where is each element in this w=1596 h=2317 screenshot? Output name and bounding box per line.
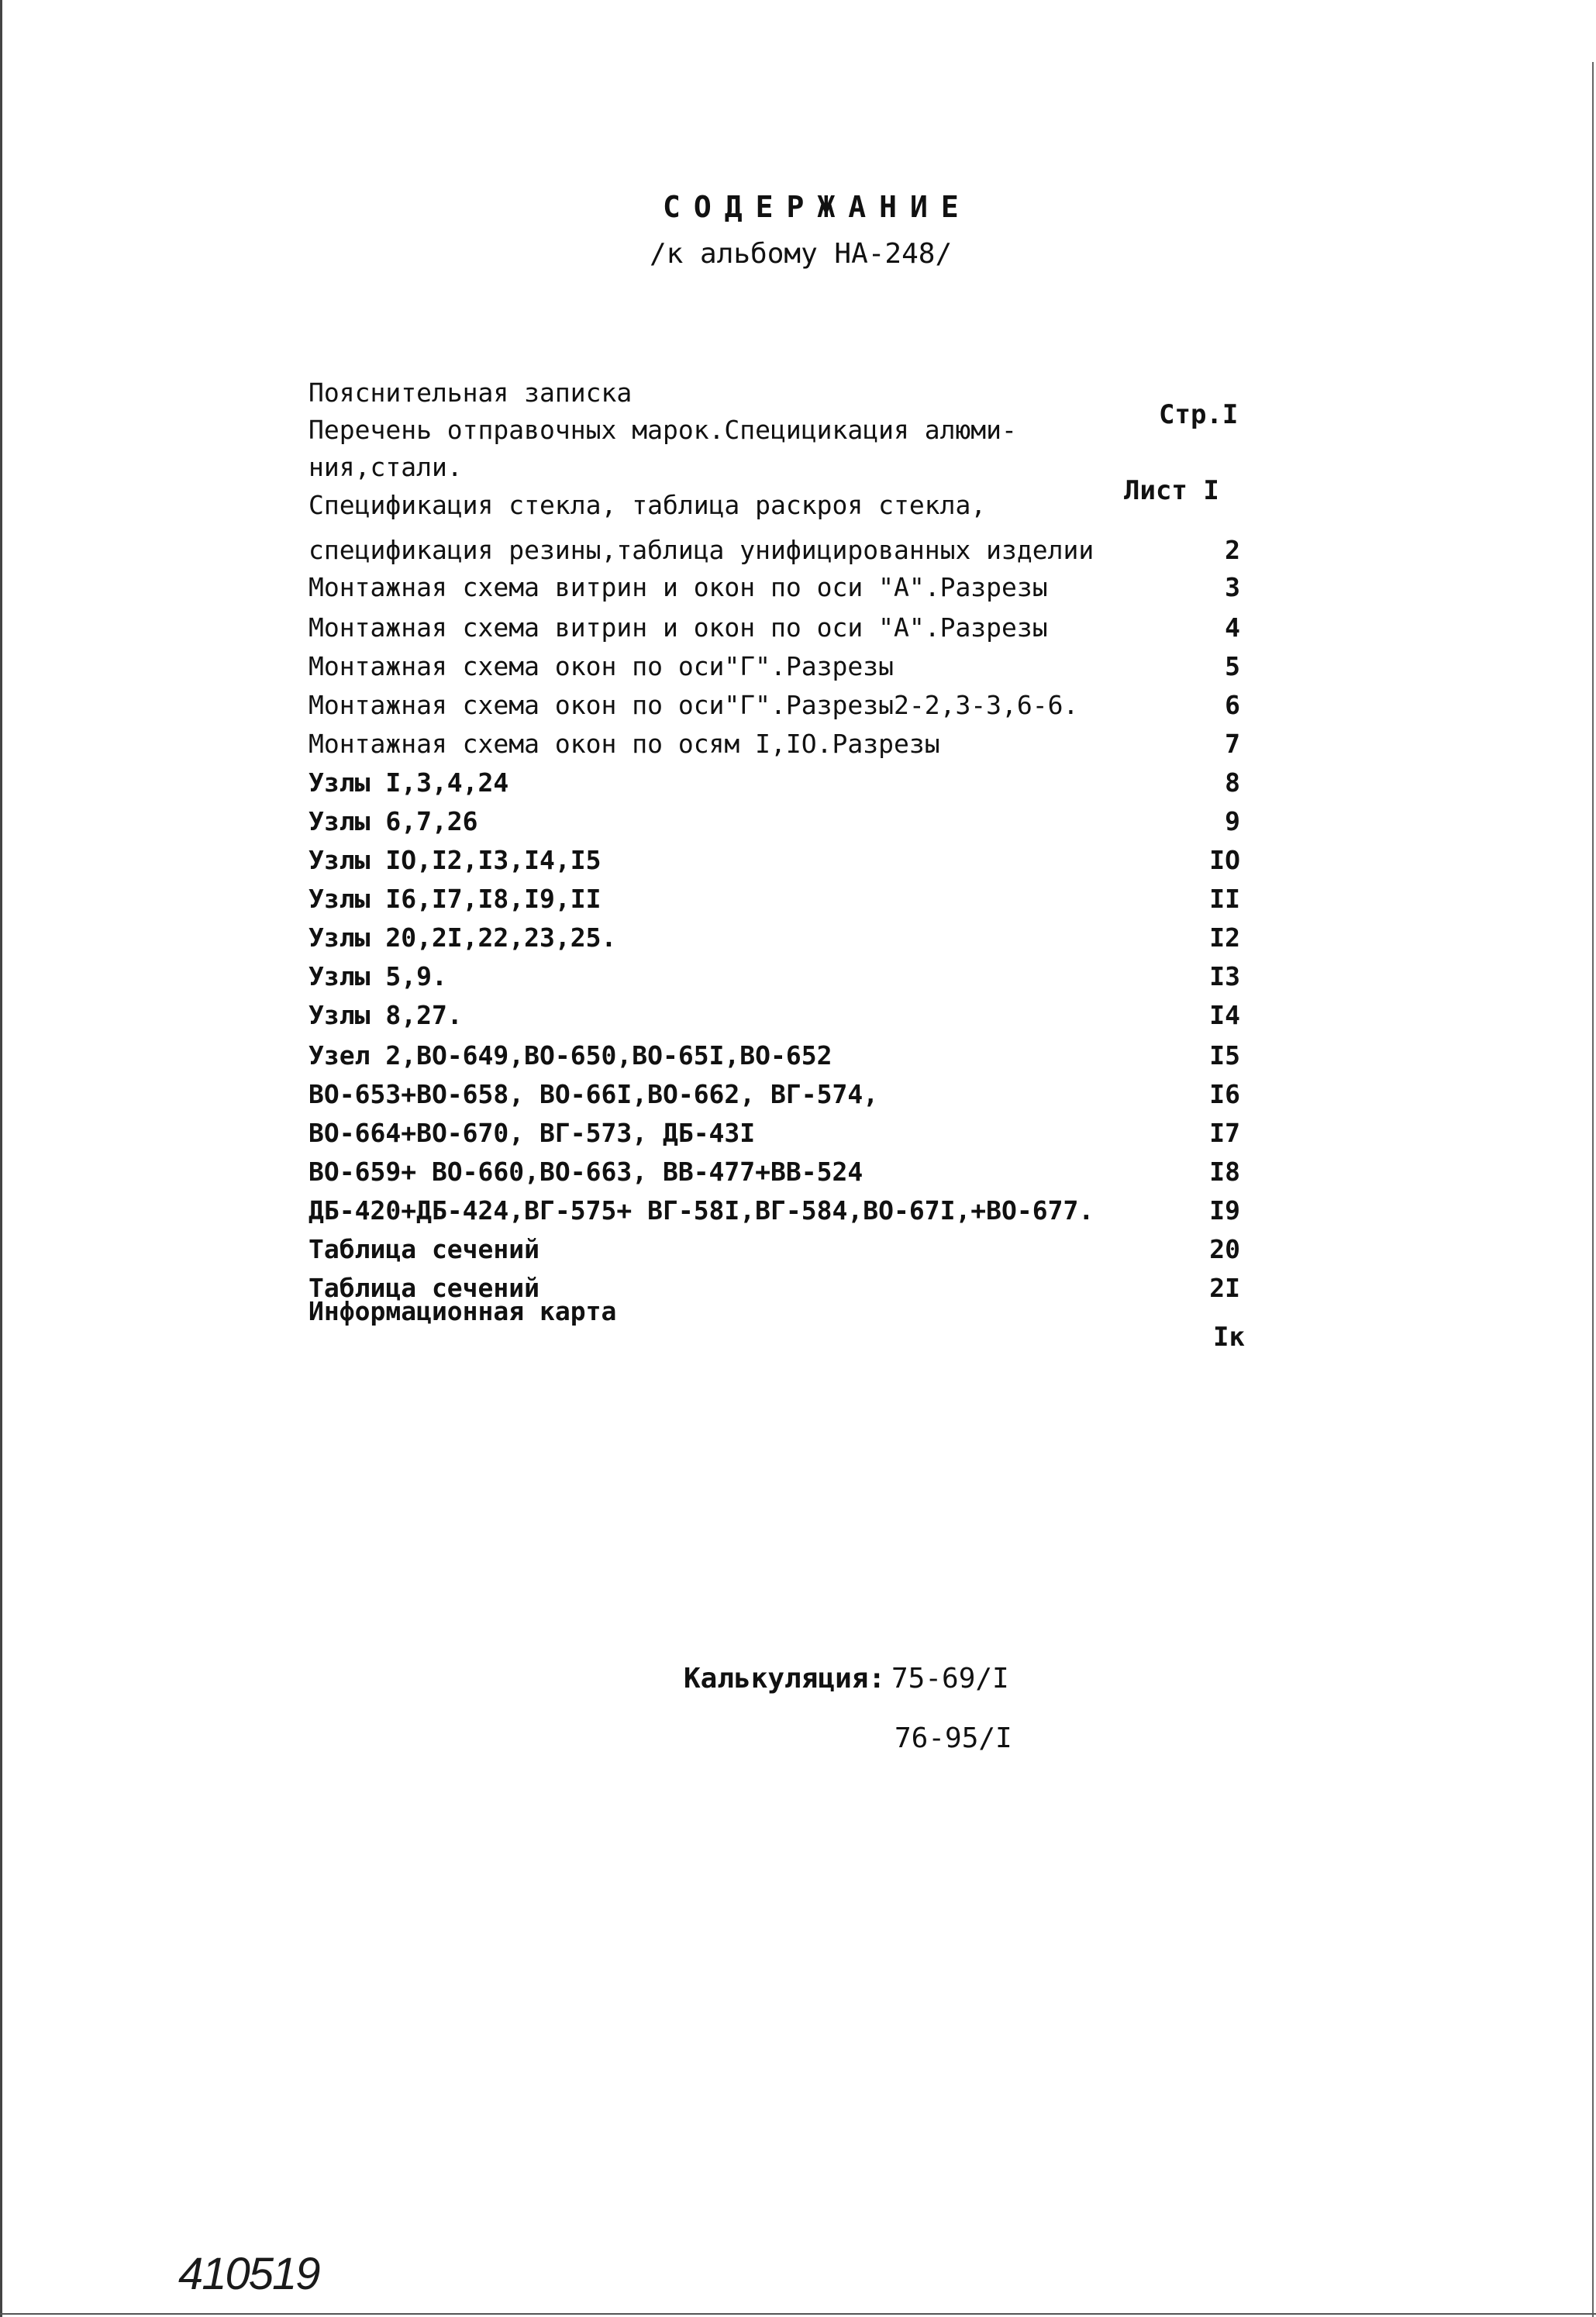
toc-row xyxy=(0,452,1596,489)
toc-row xyxy=(0,378,1596,415)
toc-row xyxy=(0,415,1596,452)
toc-row xyxy=(0,612,1596,650)
toc-entry-page: 6 xyxy=(1225,690,1240,720)
document-subtitle: /к альбому НА-248/ xyxy=(650,238,953,270)
toc-entry-text: Монтажная схема витрин и окон по оси "А".Разрезы xyxy=(309,612,1048,643)
toc-row xyxy=(0,767,1596,805)
toc-entry-page: IO xyxy=(1209,845,1240,875)
calculation-value-1: 75-69/I xyxy=(891,1663,1009,1695)
toc-entry-text: Спецификация стекла, таблица раскроя стекла, xyxy=(309,490,987,520)
toc-row xyxy=(0,1296,1596,1333)
toc-entry-text: Информационная карта xyxy=(309,1296,617,1326)
toc-entry-text: спецификация резины,таблица унифицированных изделии xyxy=(309,535,1094,565)
toc-row xyxy=(0,1040,1596,1077)
toc-entry-page: 7 xyxy=(1225,729,1240,759)
toc-row xyxy=(0,490,1596,527)
toc-entry-text: Узлы 20,2I,22,23,25. xyxy=(309,922,617,953)
toc-entry-page: II xyxy=(1209,884,1240,914)
toc-entry-page: I3 xyxy=(1209,961,1240,991)
toc-entry-text: ДБ-420+ДБ-424,ВГ-575+ ВГ-58I,ВГ-584,ВО-67I,+ВО-677. xyxy=(309,1195,1094,1226)
toc-row xyxy=(0,1157,1596,1194)
toc-row xyxy=(0,1079,1596,1116)
toc-entry-page: 9 xyxy=(1225,806,1240,836)
toc-row xyxy=(0,729,1596,766)
toc-entry-page: 2 xyxy=(1225,535,1240,565)
toc-entry-text: Узлы 8,27. xyxy=(309,1000,463,1030)
toc-entry-page: 8 xyxy=(1225,767,1240,798)
calculation-label: Калькуляция: xyxy=(684,1663,886,1695)
toc-entry-page: I6 xyxy=(1209,1079,1240,1109)
toc-entry-page: I8 xyxy=(1209,1157,1240,1187)
toc-entry-text: ВО-664+ВО-670, ВГ-573, ДБ-43I xyxy=(309,1118,756,1148)
toc-entry-text: Узлы I,3,4,24 xyxy=(309,767,509,798)
toc-entry-text: Монтажная схема окон по осям I,IO.Разрезы xyxy=(309,729,940,759)
toc-entry-text: Монтажная схема окон по оси"Г".Разрезы xyxy=(309,651,894,681)
toc-entry-page: 5 xyxy=(1225,651,1240,681)
toc-entry-text: ВО-653+ВО-658, ВО-66I,ВО-662, ВГ-574, xyxy=(309,1079,879,1109)
toc-entry-text: ВО-659+ ВО-660,ВО-663, ВВ-477+ВВ-524 xyxy=(309,1157,863,1187)
toc-row xyxy=(0,806,1596,843)
toc-entry-text: ния,стали. xyxy=(309,452,463,482)
toc-entry-page: I7 xyxy=(1209,1118,1240,1148)
toc-row xyxy=(0,961,1596,998)
toc-entry-text: Узлы I6,I7,I8,I9,II xyxy=(309,884,602,914)
toc-entry-page: I5 xyxy=(1209,1040,1240,1071)
toc-entry-page: I9 xyxy=(1209,1195,1240,1226)
toc-entry-text: Пояснительная записка xyxy=(309,378,633,408)
toc-row xyxy=(0,690,1596,727)
document-title: СОДЕРЖАНИЕ xyxy=(663,190,972,224)
toc-entry-page: 3 xyxy=(1225,572,1240,602)
toc-row xyxy=(0,884,1596,921)
inventory-number: 410519 xyxy=(178,2249,319,2299)
toc-entry-text: Таблица сечений xyxy=(309,1273,540,1303)
toc-entry-text: Монтажная схема витрин и окон по оси "А".Разрезы xyxy=(309,572,1048,602)
toc-row xyxy=(0,1000,1596,1037)
toc-row xyxy=(0,845,1596,882)
toc-row xyxy=(0,1195,1596,1233)
toc-row xyxy=(0,651,1596,688)
toc-entry-page: I2 xyxy=(1209,922,1240,953)
toc-entry-text: Узлы IO,I2,I3,I4,I5 xyxy=(309,845,602,875)
toc-row xyxy=(0,572,1596,609)
sheet-column-label: Лист I xyxy=(1124,475,1219,506)
toc-row xyxy=(0,922,1596,960)
toc-row xyxy=(0,1234,1596,1271)
toc-row xyxy=(0,1118,1596,1155)
toc-entry-text: Перечень отправочных марок.Специцикация алюми- xyxy=(309,415,1017,445)
toc-row xyxy=(0,535,1596,572)
toc-entry-text: Узлы 5,9. xyxy=(309,961,447,991)
toc-entry-page: I4 xyxy=(1209,1000,1240,1030)
toc-entry-page: 4 xyxy=(1225,612,1240,643)
toc-entry-page: 20 xyxy=(1209,1234,1240,1264)
toc-entry-text: Узел 2,ВО-649,ВО-650,ВО-65I,ВО-652 xyxy=(309,1040,832,1071)
toc-entry-text: Узлы 6,7,26 xyxy=(309,806,478,836)
final-page-number: Iк xyxy=(1213,1322,1245,1353)
calculation-value-2: 76-95/I xyxy=(895,1722,1012,1754)
page-column-label: Стр.I xyxy=(1159,399,1239,430)
toc-entry-text: Таблица сечений xyxy=(309,1234,540,1264)
toc-entry-text: Монтажная схема окон по оси"Г".Разрезы2-2,3-3,6-6. xyxy=(309,690,1079,720)
toc-entry-page: 2I xyxy=(1209,1273,1240,1303)
